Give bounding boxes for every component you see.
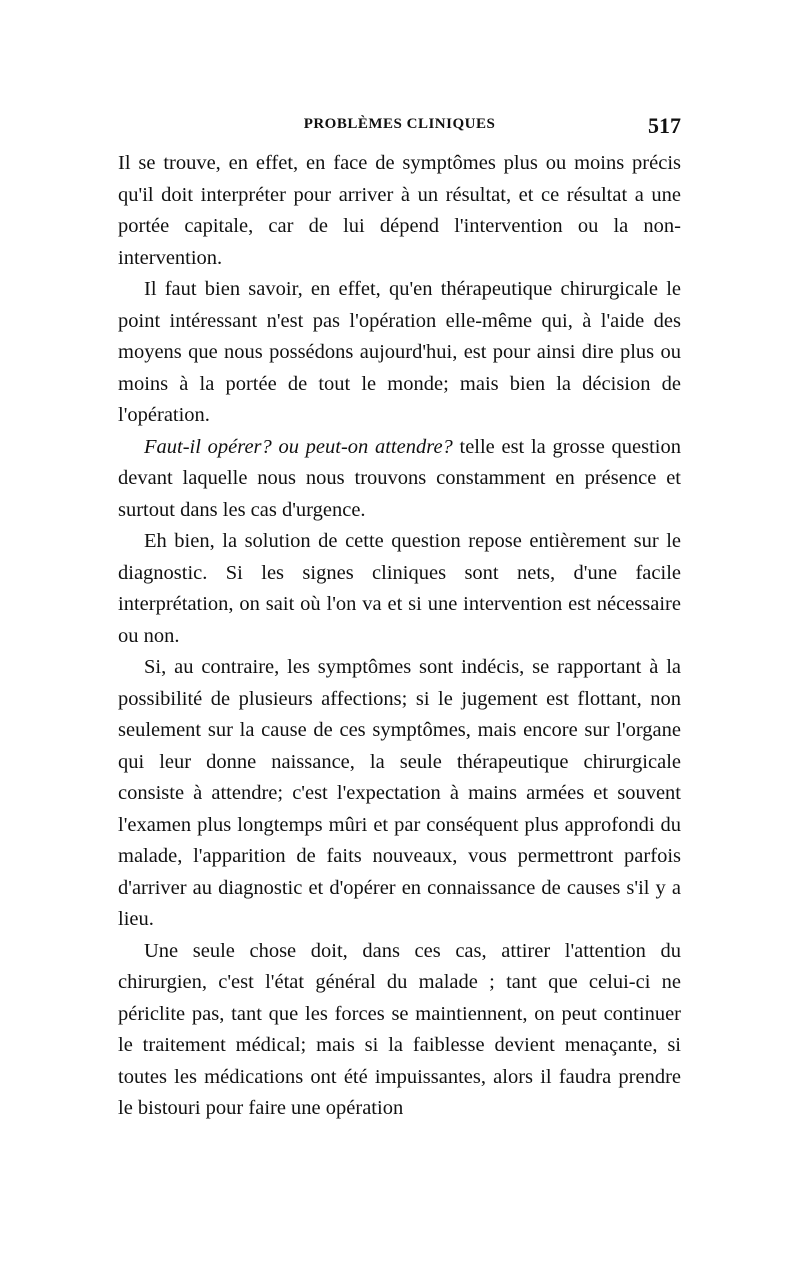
paragraph-2 <box>118 274 681 432</box>
paragraph-2-text: Il faut bien savoir, en effet, qu'en thérapeutique chirurgicale le point intéressant n'est pas l'opération elle-même qui, à l'aide des moyens que nous possédons aujourd'hui, est pour ainsi dire plus ou moins à la portée de tout le monde; mais bien la décision de l'opération. <box>118 278 681 426</box>
paragraph-3-text: telle est la grosse question devant laquelle nous nous trouvons constamment en présence et surtout dans les cas d'urgence. <box>118 435 681 521</box>
paragraph-1-text: Il se trouve, en effet, en face de symptômes plus ou moins précis qu'il doit interpréter pour arriver à un résultat, et ce résultat a une portée capitale, car de lui dépend l'intervention ou la non-intervention. <box>118 152 681 269</box>
running-header <box>118 113 681 139</box>
running-title: PROBLÈMES CLINIQUES <box>303 116 496 132</box>
paragraph-5 <box>118 652 681 936</box>
paragraph-3-italic-question: Faut-il opérer? ou peut-on attendre? <box>144 435 453 458</box>
paragraph-5-text: Si, au contraire, les symptômes sont indécis, se rapportant à la possibilité de plusieurs affections; si le jugement est flottant, non seulement sur la cause de ces symptômes, mais encore sur l'organe qui leur donne naissance, la seule thérapeutique chirurgicale consiste à attendre; c'est l'expectation à mains armées et souvent l'examen plus longtemps mûri et par conséquent plus approfondi du malade, l'apparition de faits nouveaux, vous permettront parfois d'arriver au diagnostic et d'opérer en connaissance de causes s'il y a lieu. <box>118 656 681 930</box>
page-number: 517 <box>648 113 681 138</box>
paragraph-1 <box>118 148 681 274</box>
body-text <box>118 148 681 1125</box>
paragraph-3 <box>118 432 681 527</box>
paragraph-4-text: Eh bien, la solution de cette question repose entièrement sur le diagnostic. Si les signes cliniques sont nets, d'une facile interprétation, on sait où l'on va et si une intervention est nécessaire ou non. <box>118 530 681 647</box>
paragraph-4 <box>118 526 681 652</box>
paragraph-6-text: Une seule chose doit, dans ces cas, attirer l'attention du chirurgien, c'est l'état général du malade ; tant que celui-ci ne périclite pas, tant que les forces se maintiennent, on peut continuer le traitement médical; mais si la faiblesse devient menaçante, si toutes les médications ont été impuissantes, alors il faudra prendre le bistouri pour faire une opération <box>118 939 681 1119</box>
paragraph-6 <box>118 936 681 1125</box>
